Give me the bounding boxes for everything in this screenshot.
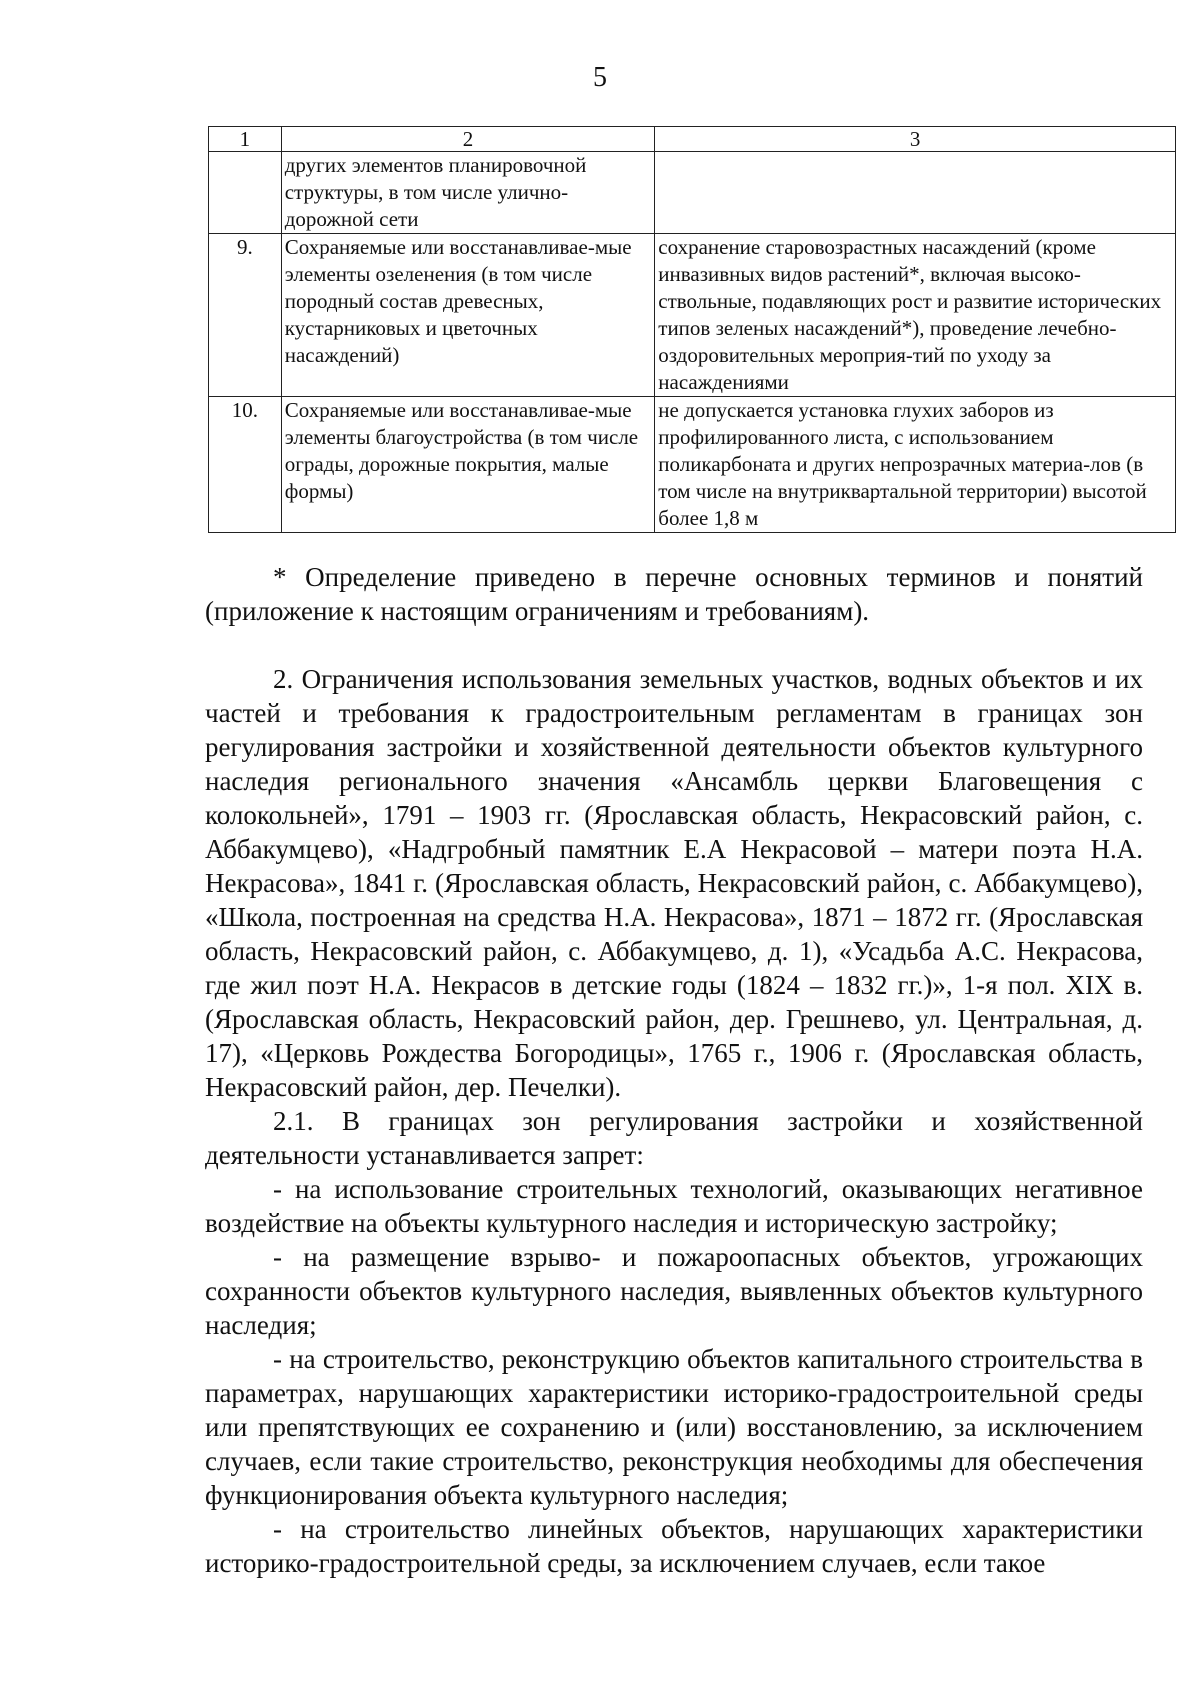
row-element: Сохраняемые или восстанавливае-мые элементы благоустройства (в том числе ограды, дорожные покрытия, малые формы) [281,397,655,533]
row-requirement: не допускается установка глухих заборов из профилированного листа, с использованием поликарбоната и других непрозрачных материа-лов (в том числе на внутриквартальной территории) высотой более 1,8 м [655,397,1176,533]
row-number: 9. [209,234,282,397]
row-requirement [655,152,1176,234]
table-row [209,397,1176,533]
footnote: * Определение приведено в перечне основных терминов и понятий (приложение к настоящим ограничениям и требованиям). [205,562,1143,626]
header-cell-2: 2 [281,127,655,152]
header-cell-3: 3 [655,127,1176,152]
body-text [205,560,1143,1580]
row-requirement: сохранение старовозрастных насаждений (кроме инвазивных видов растений*, включая высоко-ствольные, подавляющих рост и развитие исторических типов зеленых насаждений*), проведение лечебно-оздоровительных мероприя-тий по уходу за насаждениями [655,234,1176,397]
prohibition-item: - на строительство, реконструкцию объектов капитального строительства в параметрах, нарушающих характеристики историко-градостроительной среды или препятствующих ее сохранению и (или) восстановлению, за исключением случаев, если такие строительство, реконструкция необходимы для обеспечения функционирования объекта культурного наследия; [205,1344,1143,1510]
prohibition-item: - на строительство линейных объектов, нарушающих характеристики историко-градостроительной среды, за исключением случаев, если такое [205,1514,1143,1578]
row-number: 10. [209,397,282,533]
table-row [209,152,1176,234]
prohibition-item: - на размещение взрыво- и пожароопасных объектов, угрожающих сохранности объектов культурного наследия, выявленных объектов культурного наследия; [205,1242,1143,1340]
header-cell-1: 1 [209,127,282,152]
section-2-paragraph: 2. Ограничения использования земельных участков, водных объектов и их частей и требования к градостроительным регламентам в границах зон регулирования застройки и хозяйственной деятельности объектов культурного наследия регионального значения «Ансамбль церкви Благовещения с колокольней», 1791 – 1903 гг. (Ярославская область, Некрасовский район, с. Аббакумцево), «Надгробный памятник Е.А Некрасовой – матери поэта Н.А. Некрасова», 1841 г. (Ярославская область, Некрасовский район, с. Аббакумцево), «Школа, построенная на средства Н.А. Некрасова», 1871 – 1872 гг. (Ярославская область, Некрасовский район, с. Аббакумцево, д. 1), «Усадьба А.С. Некрасова, где жил поэт Н.А. Некрасов в детские годы (1824 – 1832 гг.)», 1-я пол. XIX в. (Ярославская область, Некрасовский район, дер. Грешнево, ул. Центральная, д. 17), «Церковь Рождества Богородицы», 1765 г., 1906 г. (Ярославская область, Некрасовский район, дер. Печелки). [205,664,1143,1102]
prohibition-item: - на использование строительных технологий, оказывающих негативное воздействие на объекты культурного наследия и историческую застройку; [205,1174,1143,1238]
row-element: Сохраняемые или восстанавливае-мые элементы озеленения (в том числе породный состав древесных, кустарниковых и цветочных насаждений) [281,234,655,397]
row-element: других элементов планировочной структуры, в том числе улично-дорожной сети [281,152,655,234]
requirements-table [208,126,1176,533]
row-number [209,152,282,234]
table-row [209,234,1176,397]
table-header-row [209,127,1176,152]
section-2-1-paragraph: 2.1. В границах зон регулирования застройки и хозяйственной деятельности устанавливается запрет: [205,1106,1143,1170]
page-number: 5 [593,62,607,93]
